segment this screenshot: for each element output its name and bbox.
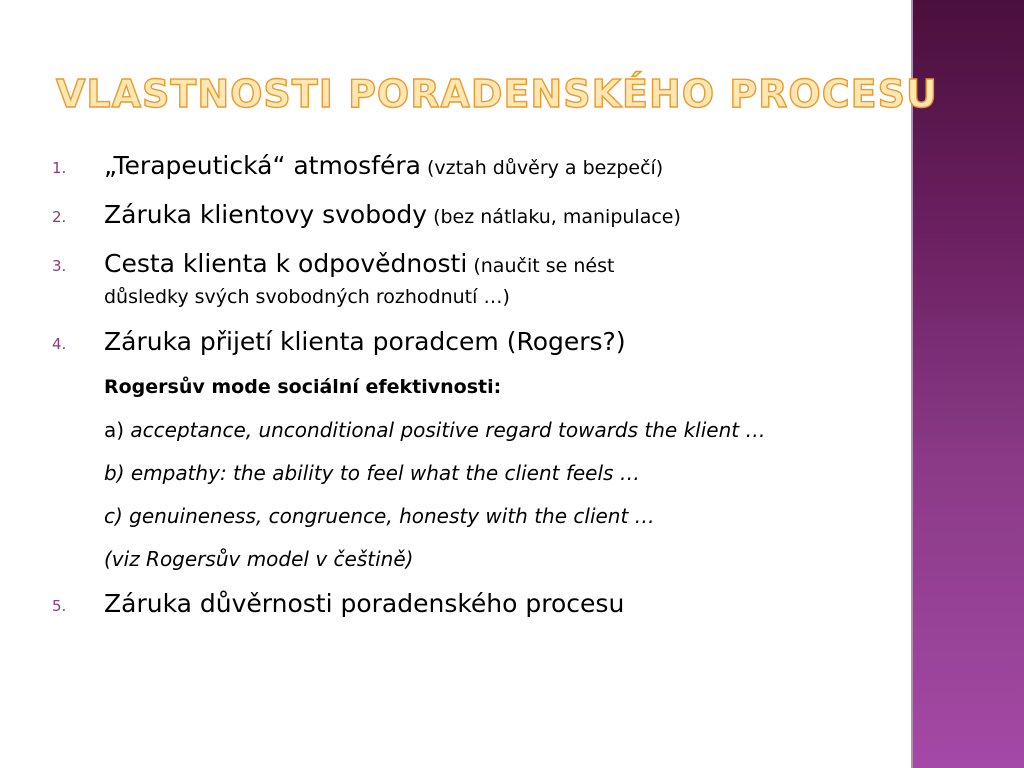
properties-list	[52, 150, 852, 620]
list-number-4: 4.	[52, 335, 67, 353]
item-2-main: Záruka klientovy svobody	[104, 200, 428, 229]
rogers-point-b: b) empathy: the ability to feel what the client feels …	[104, 461, 640, 485]
list-item-3	[52, 248, 852, 312]
rogers-heading: Rogersův mode sociální efektivnosti:	[104, 376, 502, 398]
item-1-main: „Terapeutická“ atmosféra	[104, 151, 421, 180]
item-4-main: Záruka přijetí klienta poradcem (Rogers?)	[104, 327, 626, 356]
list-number-3: 3.	[52, 257, 67, 275]
list-number-5: 5.	[52, 597, 67, 615]
rogers-point-a-text: acceptance, unconditional positive regard towards the klient …	[130, 418, 766, 442]
rogers-point-c: c) genuineness, congruence, honesty with the client …	[104, 504, 655, 528]
list-item-1	[52, 150, 852, 184]
list-number-1: 1.	[52, 159, 67, 177]
item-3-detail-continued: důsledky svých svobodných rozhodnutí …)	[104, 286, 510, 308]
item-3-detail: (naučit se nést	[467, 255, 615, 277]
slide-title: VLASTNOSTI PORADENSKÉHO PROCESU	[56, 72, 938, 116]
list-number-2: 2.	[52, 208, 67, 226]
item-5-main: Záruka důvěrnosti poradenského procesu	[104, 589, 625, 618]
list-item-4	[52, 326, 852, 358]
list-item-5	[52, 588, 852, 620]
rogers-point-a-prefix: a)	[104, 418, 131, 442]
item-1-detail: (vztah důvěry a bezpečí)	[420, 157, 664, 179]
list-item-2	[52, 199, 852, 233]
item-2-detail: (bez nátlaku, manipulace)	[427, 206, 681, 228]
rogers-point-a	[52, 413, 852, 447]
rogers-note: (viz Rogersův model v češtině)	[104, 547, 414, 571]
item-3-main: Cesta klienta k odpovědnosti	[104, 249, 468, 278]
